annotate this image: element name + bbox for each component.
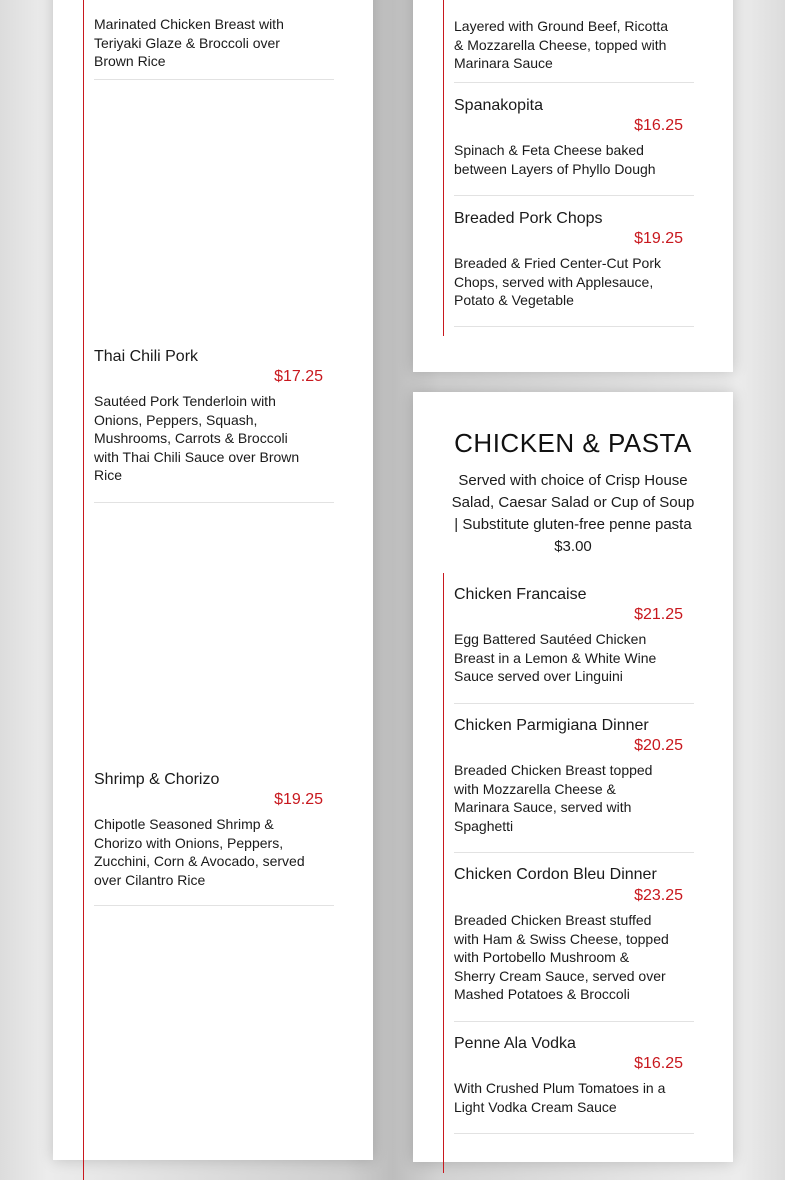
accent-rule <box>443 573 444 1173</box>
menu-item <box>454 716 694 853</box>
item-price: $21.25 <box>634 606 683 623</box>
menu-card-chicken-pasta <box>413 392 733 1162</box>
menu-card-right-top <box>413 0 733 372</box>
item-description: Breaded Chicken Breast topped with Mozzarella Cheese & Marinara Sauce, served with Spaghetti <box>454 762 653 834</box>
item-price: $16.25 <box>634 117 683 134</box>
section-title: CHICKEN & PASTA <box>454 428 692 458</box>
item-description: Marinated Chicken Breast with Teriyaki Glaze & Broccoli over Brown Rice <box>94 16 284 70</box>
item-name: Spanakopita <box>454 97 543 114</box>
menu-item <box>94 770 334 906</box>
menu-item <box>454 865 694 1022</box>
item-name: Chicken Francaise <box>454 586 587 603</box>
menu-item <box>454 96 694 196</box>
item-price: $19.25 <box>634 230 683 247</box>
menu-item <box>454 585 694 704</box>
item-description: Layered with Ground Beef, Ricotta & Mozzarella Cheese, topped with Marinara Sauce <box>454 18 669 72</box>
item-price: $16.25 <box>634 1055 683 1072</box>
item-description: With Crushed Plum Tomatoes in a Light Vodka Cream Sauce <box>454 1080 666 1115</box>
item-name: Thai Chili Pork <box>94 348 199 365</box>
accent-rule <box>83 0 84 1180</box>
item-price: $20.25 <box>634 737 683 754</box>
menu-item <box>454 1034 694 1134</box>
item-price: $17.25 <box>274 368 323 385</box>
item-description: Egg Battered Sautéed Chicken Breast in a Lemon & White Wine Sauce served over Linguini <box>454 631 657 685</box>
item-description: Spinach & Feta Cheese baked between Layers of Phyllo Dough <box>454 142 656 177</box>
section-subtitle: Served with choice of Crisp House Salad, Caesar Salad or Cup of Soup | Substitute gluten-free penne pasta $3.00 <box>451 472 695 555</box>
item-name: Chicken Parmigiana Dinner <box>454 717 649 734</box>
menu-card-left <box>53 0 373 1160</box>
menu-item <box>94 15 334 80</box>
item-description: Breaded Chicken Breast stuffed with Ham & Swiss Cheese, topped with Portobello Mushroom & Sherry Cream Sauce, served over Mashed Potatoes & Broccoli <box>454 912 669 1003</box>
item-name: Shrimp & Chorizo <box>94 771 220 788</box>
accent-rule <box>443 0 444 336</box>
item-name: Breaded Pork Chops <box>454 210 603 227</box>
item-description: Sautéed Pork Tenderloin with Onions, Peppers, Squash, Mushrooms, Carrots & Broccoli with Thai Chili Sauce over Brown Rice <box>94 393 300 484</box>
item-description: Chipotle Seasoned Shrimp & Chorizo with Onions, Peppers, Zucchini, Corn & Avocado, served over Cilantro Rice <box>94 816 305 888</box>
item-price: $23.25 <box>634 887 683 904</box>
item-name: Penne Ala Vodka <box>454 1035 576 1052</box>
menu-item <box>454 17 694 83</box>
item-name: Chicken Cordon Bleu Dinner <box>454 866 657 883</box>
item-price: $19.25 <box>274 791 323 808</box>
menu-item <box>94 347 334 503</box>
item-description: Breaded & Fried Center-Cut Pork Chops, served with Applesauce, Potato & Vegetable <box>454 255 661 309</box>
menu-item <box>454 209 694 327</box>
